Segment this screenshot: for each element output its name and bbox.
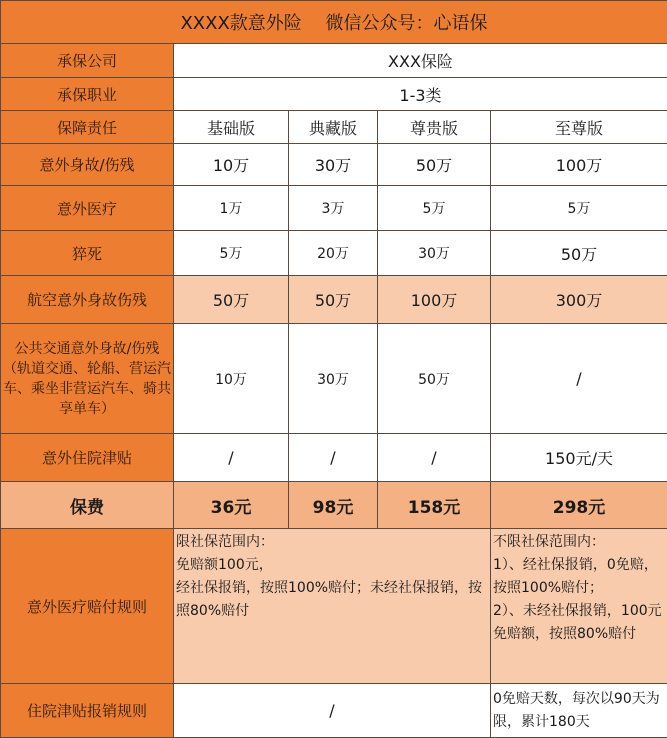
cell: / — [378, 434, 491, 482]
medical-rule-basic: 限社保范围内： 免赔额100元， 经社保报销，按照100%赔付；未经社保报销，按照80%赔付 — [174, 529, 491, 684]
fee-row — [1, 482, 667, 529]
plan-header: 基础版 — [174, 111, 289, 144]
coverage-header-label: 保障责任 — [1, 111, 174, 144]
cell: 30万 — [289, 144, 378, 186]
hospital-rule-supreme: 0免赔天数，每次以90天为限，累计180天 — [491, 684, 667, 738]
occupation-value: 1-3类 — [174, 78, 667, 111]
cell: 30万 — [378, 231, 491, 276]
plan-header: 典藏版 — [289, 111, 378, 144]
table-row — [1, 434, 667, 482]
row-label: 意外身故/伤残 — [1, 144, 174, 186]
cell: 3万 — [289, 186, 378, 231]
cell: 300万 — [491, 276, 667, 324]
medical-rule-supreme: 不限社保范围内： 1）、经社保报销，0免赔，按照100%赔付； 2）、未经社保报销，100元免赔额，按照80%赔付 — [491, 529, 667, 684]
row-label: 意外医疗赔付规则 — [1, 529, 174, 684]
row-label: 意外医疗 — [1, 186, 174, 231]
cell: 5万 — [491, 186, 667, 231]
row-label: 意外住院津贴 — [1, 434, 174, 482]
row-label: 猝死 — [1, 231, 174, 276]
fee-cell: 36元 — [174, 482, 289, 529]
table-row — [1, 324, 667, 434]
row-label: 航空意外身故伤残 — [1, 276, 174, 324]
cell: 10万 — [174, 144, 289, 186]
fee-label: 保费 — [1, 482, 174, 529]
row-label: 住院津贴报销规则 — [1, 684, 174, 738]
insurer-value: XXX保险 — [174, 44, 667, 78]
table-row — [1, 186, 667, 231]
cell: 30万 — [289, 324, 378, 434]
medical-rule-row — [1, 529, 667, 684]
hospital-rule-row — [1, 684, 667, 738]
table-title: XXXX款意外险 微信公众号：心语保 — [1, 1, 667, 44]
cell: 50万 — [378, 144, 491, 186]
cell: 20万 — [289, 231, 378, 276]
hospital-rule-basic: / — [174, 684, 491, 738]
cell: / — [174, 434, 289, 482]
cell: / — [289, 434, 378, 482]
insurer-label: 承保公司 — [1, 44, 174, 78]
cell: 50万 — [378, 324, 491, 434]
fee-cell: 298元 — [491, 482, 667, 529]
cell: 100万 — [378, 276, 491, 324]
occupation-label: 承保职业 — [1, 78, 174, 111]
cell: 10万 — [174, 324, 289, 434]
table-row — [1, 231, 667, 276]
plan-header: 尊贵版 — [378, 111, 491, 144]
cell: 150元/天 — [491, 434, 667, 482]
cell: 50万 — [289, 276, 378, 324]
table-row — [1, 144, 667, 186]
fee-cell: 98元 — [289, 482, 378, 529]
cell: 50万 — [491, 231, 667, 276]
cell: 1万 — [174, 186, 289, 231]
cell: 100万 — [491, 144, 667, 186]
cell: 50万 — [174, 276, 289, 324]
cell: / — [491, 324, 667, 434]
fee-cell: 158元 — [378, 482, 491, 529]
plan-header: 至尊版 — [491, 111, 667, 144]
row-label: 公共交通意外身故/伤残（轨道交通、轮船、营运汽车、乘坐非营运汽车、骑共享单车） — [1, 324, 174, 434]
cell: 5万 — [174, 231, 289, 276]
cell: 5万 — [378, 186, 491, 231]
table-row — [1, 276, 667, 324]
